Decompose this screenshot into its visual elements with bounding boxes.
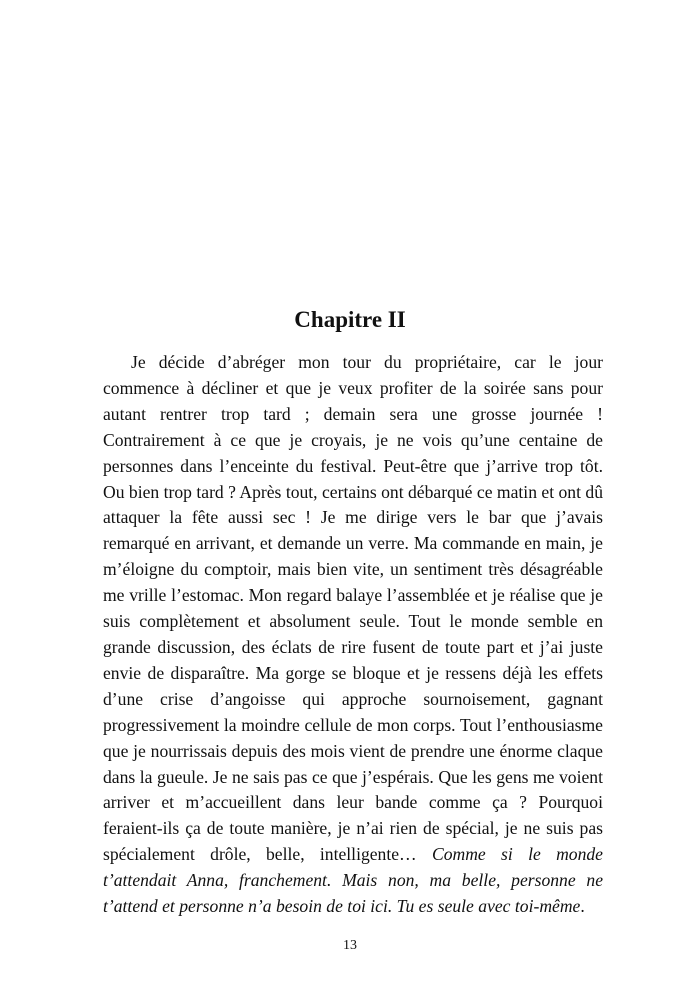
- chapter-title: Chapitre II: [294, 307, 406, 332]
- paragraph-text: Je décide d’abréger mon tour du propriétaire, car le jour commence à décliner et que je veux profiter de la soirée sans pour autant rentrer trop tard ; demain sera une grosse journée ! Contrairement à ce que je croyais, je ne vois qu’une centaine de personnes dans l’enceinte du festival. Peut-être que j’arrive trop tôt. Ou bien trop tard ? Après tout, certains ont débarqué ce matin et ont dû attaquer la fête aussi sec ! Je me dirige vers le bar que j’avais remarqué en arrivant, et demande un verre. Ma commande en main, je m’éloigne du comptoir, mais bien vite, un sentiment très désagréable me vrille l’estomac. Mon regard balaye l’assemblée et je réalise que je suis complètement et absolument seule. Tout le monde semble en grande discussion, des éclats de rire fusent de toute part et j’ai juste envie de disparaître. Ma gorge se bloque et je ressens déjà les effets d’une crise d’angoisse qui approche sournoisement, gagnant progressivement la moindre cellule de mon corps. Tout l’enthousiasme que je nourrissais depuis des mois vient de prendre une énorme claque dans la gueule. Je ne sais pas ce que j’espérais. Que les gens me voient arriver et m’accueillent dans leur bande comme ça ? Pourquoi feraient-ils ça de toute manière, je n’ai rien de spécial, je ne suis pas spécialement drôle, belle, intelligente…: [103, 352, 603, 865]
- italic-inner-thought: Comme si le monde t’attendait Anna, franchement. Mais non, ma belle, personne ne t’attend et personne n’a besoin de toi ici. Tu es seule avec toi-même: [103, 844, 603, 917]
- paragraph-end: .: [580, 896, 585, 917]
- body-paragraph: [103, 350, 603, 920]
- page-number: 13: [343, 938, 357, 953]
